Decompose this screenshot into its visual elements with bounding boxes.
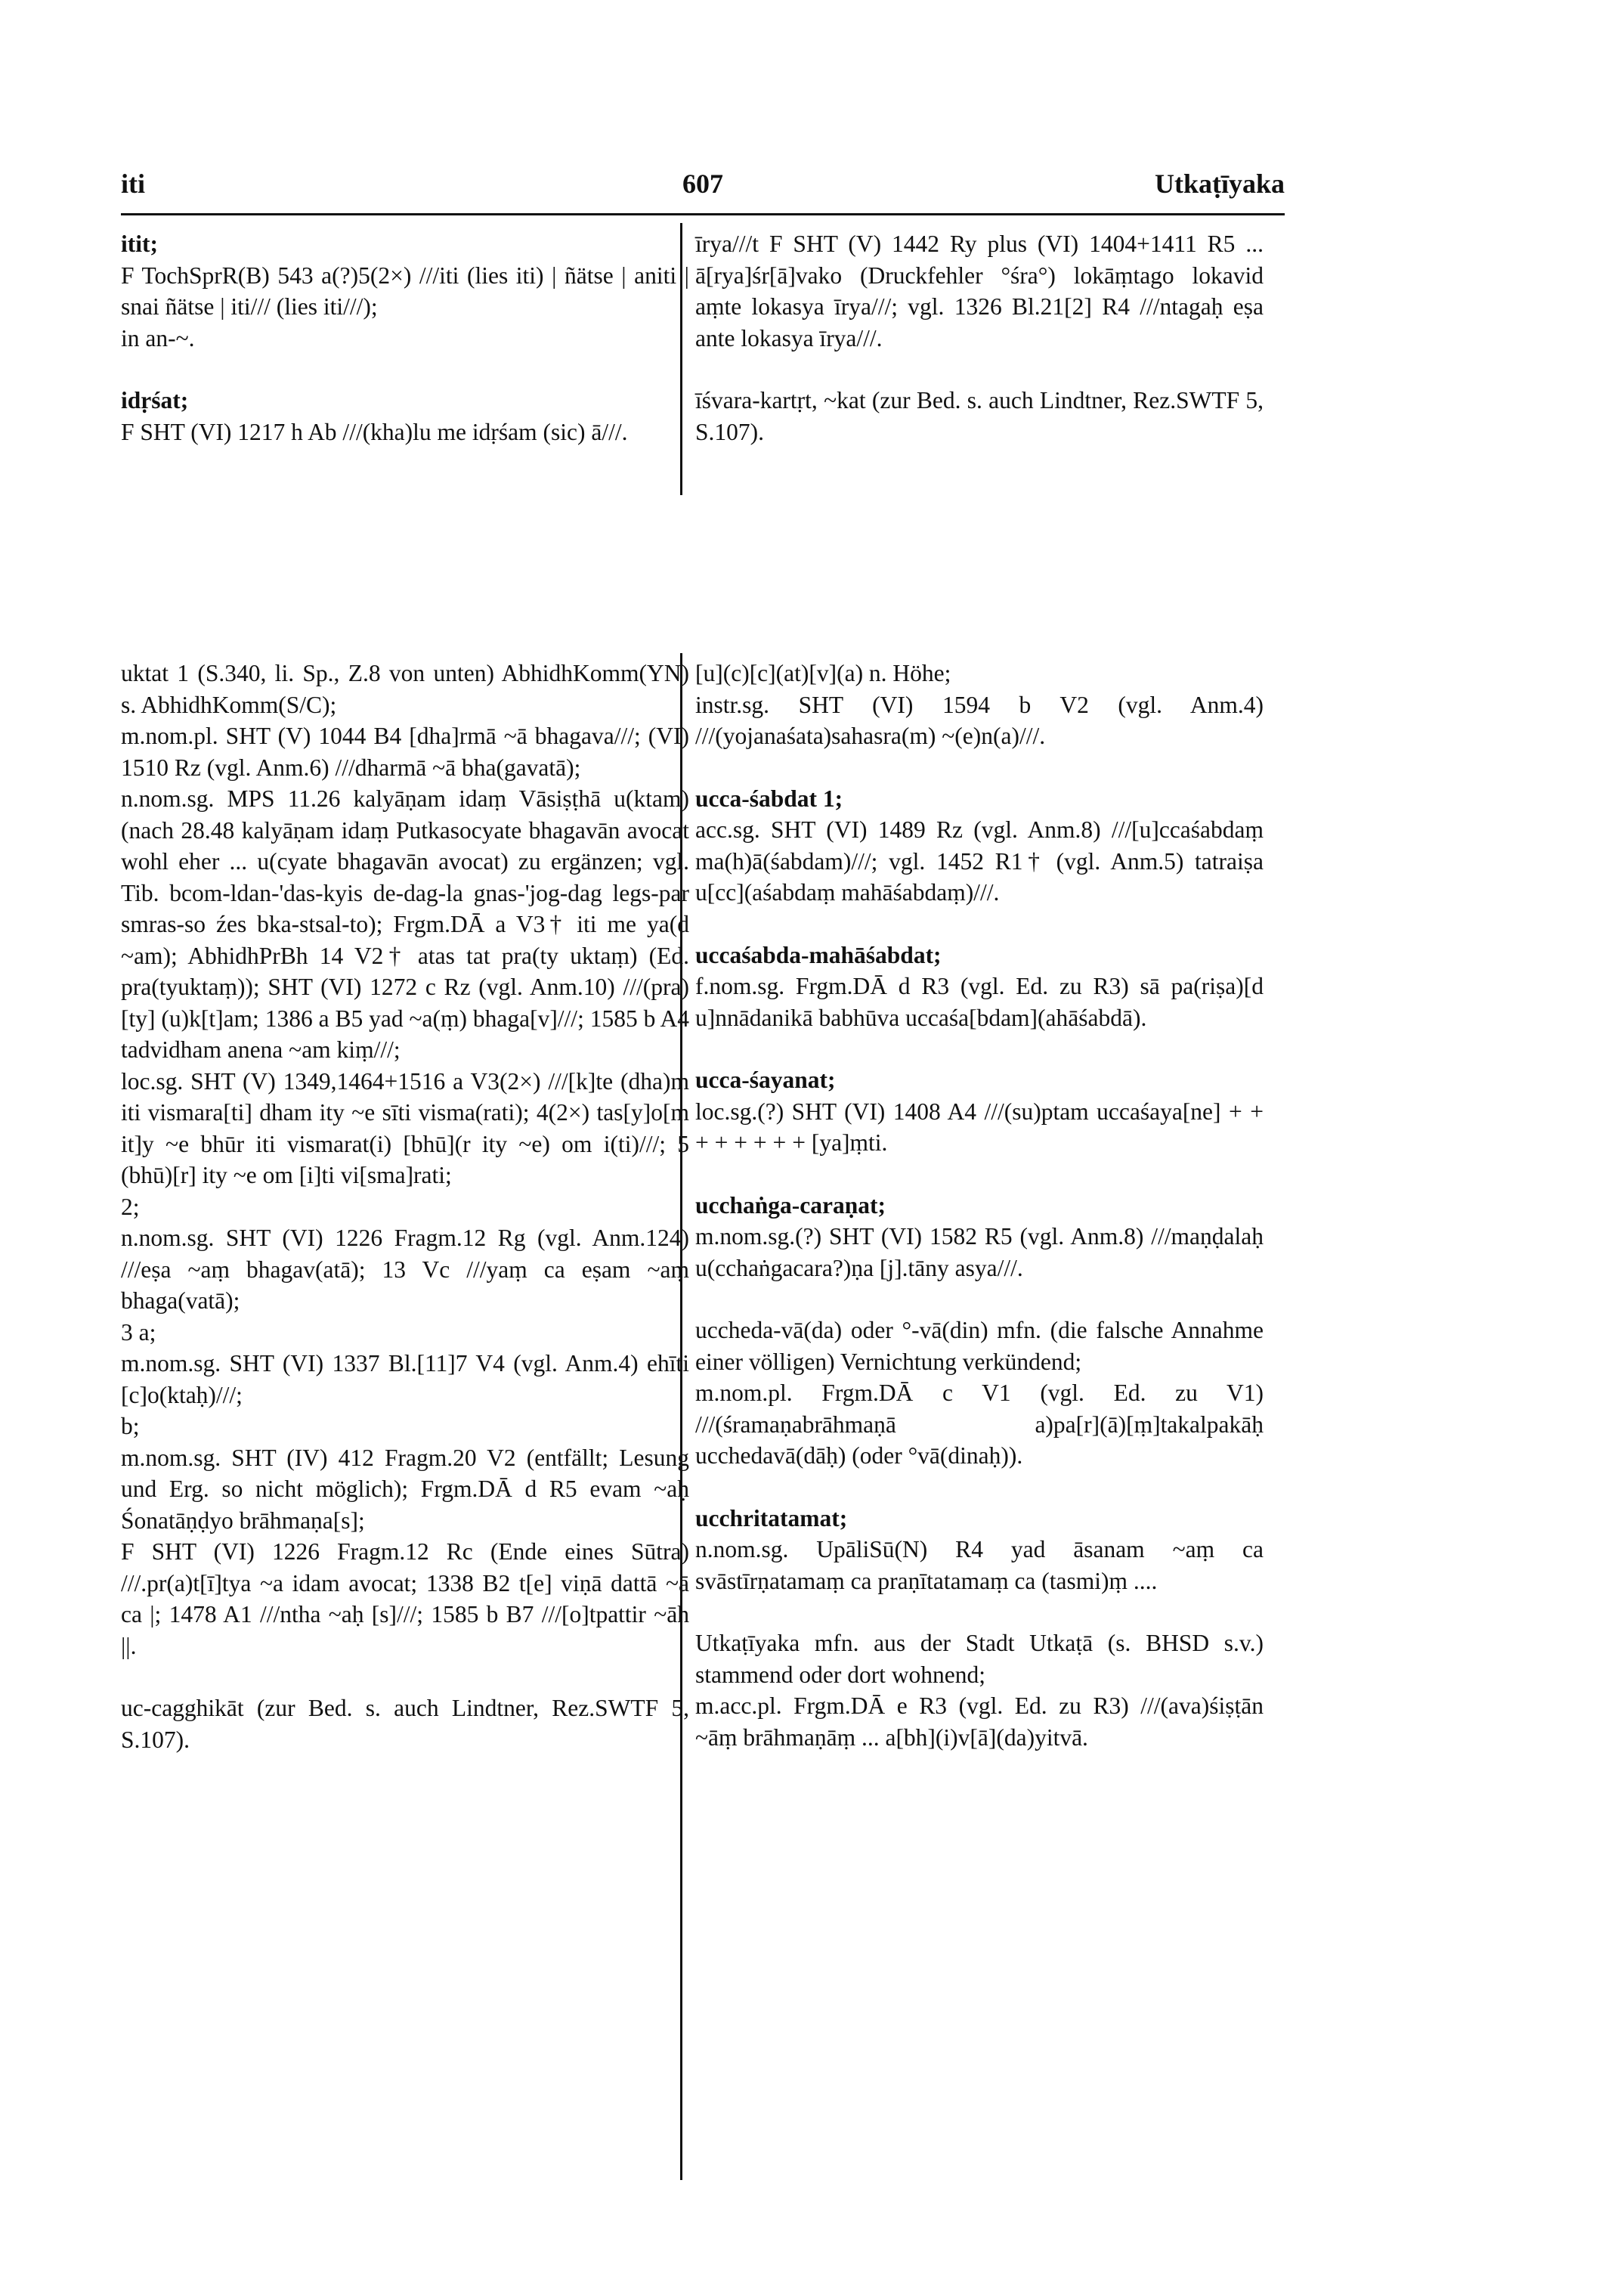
entry-spacer [695,1596,1264,1627]
entry-text: uktat 1 (S.340, li. Sp., Z.8 von unten) AbhidhKomm(YN) s. AbhidhKomm(S/C); [121,660,689,718]
entry-spacer [121,354,689,385]
entry-text: m.nom.pl. SHT (V) 1044 B4 [dha]rmā ~ā bhagava///; (VI) 1510 Rz (vgl. Anm.6) ///dharmā ~ā bha(gavatā); [121,723,689,781]
entry-text: f.nom.sg. Frgm.DĀ d R3 (vgl. Ed. zu R3) sā pa(riṣa)[d u]nnādanikā babhūva uccaśa[bdam](ahāśabdā). [695,973,1264,1031]
entry-lemma: ucchritatamat; [695,1504,848,1531]
entry-text: [u](c)[c](at)[v](a) n. Höhe; [695,660,951,686]
entry-spacer [121,1661,689,1692]
entry-text: Utkaṭīyaka mfn. aus der Stadt Utkaṭā (s. BHSD s.v.) stammend oder dort wohnend; [695,1630,1264,1688]
entry-text: F SHT (VI) 1217 h Ab ///(kha)lu me idṛśam (sic) ā///. [121,418,628,445]
upper-left-column [121,228,689,447]
entry-text: m.nom.pl. Frgm.DĀ c V1 (vgl. Ed. zu V1) ///(śramaṇabrāhmaṇā a)pa[r](ā)[ṃ]takalpakāḥ ucchedavā(dāḥ) (oder °vā(dinaḥ)). [695,1380,1264,1469]
entry-spacer [695,752,1264,783]
entry-text: m.acc.pl. Frgm.DĀ e R3 (vgl. Ed. zu R3) ///(ava)śiṣṭān ~āṃ brāhmaṇāṃ ... a[bh](i)v[ā](da)yitvā. [695,1692,1264,1751]
entry-text: uc-cagghikāt (zur Bed. s. auch Lindtner, Rez.SWTF 5, S.107). [121,1695,689,1753]
entry-text: m.nom.sg. SHT (VI) 1337 Bl.[11]7 V4 (vgl. Anm.4) ehīti [c]o(ktaḥ)///; [121,1350,689,1408]
header-rule [121,213,1285,215]
upper-right-column [695,228,1264,447]
entry-text: loc.sg.(?) SHT (VI) 1408 A4 ///(su)ptam uccaśaya[ne] + + + + + + + + [ya]ṃti. [695,1098,1264,1156]
entry-lemma: idṛśat; [121,387,189,413]
entry-text: 3 a; [121,1318,156,1346]
entry-spacer [695,1472,1264,1503]
entry-text: b; [121,1413,140,1439]
entry-text: n.nom.sg. SHT (VI) 1226 Fragm.12 Rg (vgl. Anm.124) ///eṣa ~aṃ bhagav(atā); 13 Vc ///yaṃ ca eṣam ~aṃ bhaga(vatā); [121,1225,689,1314]
entry-text: F SHT (VI) 1226 Fragm.12 Rc (Ende eines Sūtra) ///.pr(a)t[ī]tya ~a idam avocat; 1338 B2 t[e] viṇā dattā ~ā ca |; 1478 A1 ///ntha ~aḥ [s]///; 1585 b B7 ///[o]tpattir ~āh ||. [121,1538,689,1659]
header-left-word: iti [121,169,145,199]
page-number: 607 [682,169,723,199]
entry-text: n.nom.sg. MPS 11.26 kalyāṇam idaṃ Vāsiṣṭhā u(ktam) (nach 28.48 kalyāṇam idaṃ Putkasocyate bhagavān avocat wohl eher ... u(cyate bhagavān avocat) zu ergänzen; vgl. Tib. bcom-ldan-'das-kyis de-dag-la gnas-'jog-dag legs-par smras-so źes bka-stsal-to); Frgm.DĀ a V3† iti me ya(d ~am); AbhidhPrBh 14 V2† atas tat pra(ty uktaṃ) (Ed. pra(tyuktaṃ)); SHT (VI) 1272 c Rz (vgl. Anm.10) ///(pra)[ty] (u)k[t]am; 1386 a B5 yad ~a(ṃ) bhaga[v]///; 1585 b A4 tadvidham anena ~am kiṃ///; [121,785,689,1063]
entry-lemma: ucchaṅga-caraṇat; [695,1191,886,1219]
entry-lemma: uccaśabda-mahāśabdat; [695,941,942,968]
entry-text: instr.sg. SHT (VI) 1594 b V2 (vgl. Anm.4) ///(yojanaśata)sahasra(m) ~(e)n(a)///. [695,691,1264,749]
entry-spacer [695,1033,1264,1064]
entry-lemma: itit; [121,231,158,257]
entry-text: uccheda-vā(da) oder °-vā(din) mfn. (die falsche Annahme einer völligen) Vernichtung verkündend; [695,1317,1264,1375]
entry-text: acc.sg. SHT (VI) 1489 Rz (vgl. Anm.8) ///[u]ccaśabdaṃ ma(h)ā(śabdam)///; vgl. 1452 R1† (vgl. Anm.5) tatraiṣa u[cc](aśabdaṃ mahāśabdaṃ)///. [695,816,1264,906]
entry-text: īśvara-kartṛt, ~kat (zur Bed. s. auch Lindtner, Rez.SWTF 5, S.107). [695,387,1264,445]
entry-spacer [695,1284,1264,1315]
entry-text: F TochSprR(B) 543 a(?)5(2×) ///iti (lies iti) | ñätse | aniti | snai ñätse | iti/// (lies iti///); [121,262,689,320]
entry-lemma: ucca-śabdat 1; [695,785,843,812]
entry-spacer [695,354,1264,385]
lower-right-column [695,658,1264,1753]
entry-text: in an-~. [121,324,195,351]
entry-text: m.nom.sg. SHT (IV) 412 Fragm.20 V2 (entfällt; Lesung und Erg. so nicht möglich); Frgm.DĀ d R5 evam ~aḥ Śonatāṇḍyo brāhmaṇa[s]; [121,1444,689,1534]
entry-text: m.nom.sg.(?) SHT (VI) 1582 R5 (vgl. Anm.8) ///maṇḍalaḥ u(cchaṅgacara?)ṇa [j].tāny asya///. [695,1223,1264,1281]
entry-text: loc.sg. SHT (V) 1349,1464+1516 a V3(2×) ///[k]te (dha)m iti vismara[ti] dham ity ~e sīti visma(rati); 4(2×) tas[y]o[m it]y ~e bhūr iti vismarat(i) [bhū](r ity ~e) om i(ti)///; 5 (bhū)[r] ity ~e om [i]ti vi[sma]rati; [121,1067,689,1188]
entry-spacer [695,909,1264,940]
entry-lemma: ucca-śayanat; [695,1067,836,1093]
running-header [121,168,1285,206]
entry-text: 2; [121,1193,140,1220]
entry-spacer [695,1159,1264,1190]
entry-text: īrya///t F SHT (V) 1442 Ry plus (VI) 1404+1411 R5 ... ā[rya]śr[ā]vako (Druckfehler °śra°) lokāṃtago lokavid aṃte lokasya īrya///; vgl. 1326 Bl.21[2] R4 ///ntagaḥ eṣa ante lokasya īrya///. [695,231,1264,351]
lower-left-column [121,658,689,1755]
entry-text: n.nom.sg. UpāliSū(N) R4 yad āsanam ~aṃ ca svāstīrṇatamaṃ ca praṇītatamaṃ ca (tasmi)ṃ .... [695,1536,1264,1594]
header-right-word: Utkaṭīyaka [1154,169,1285,199]
